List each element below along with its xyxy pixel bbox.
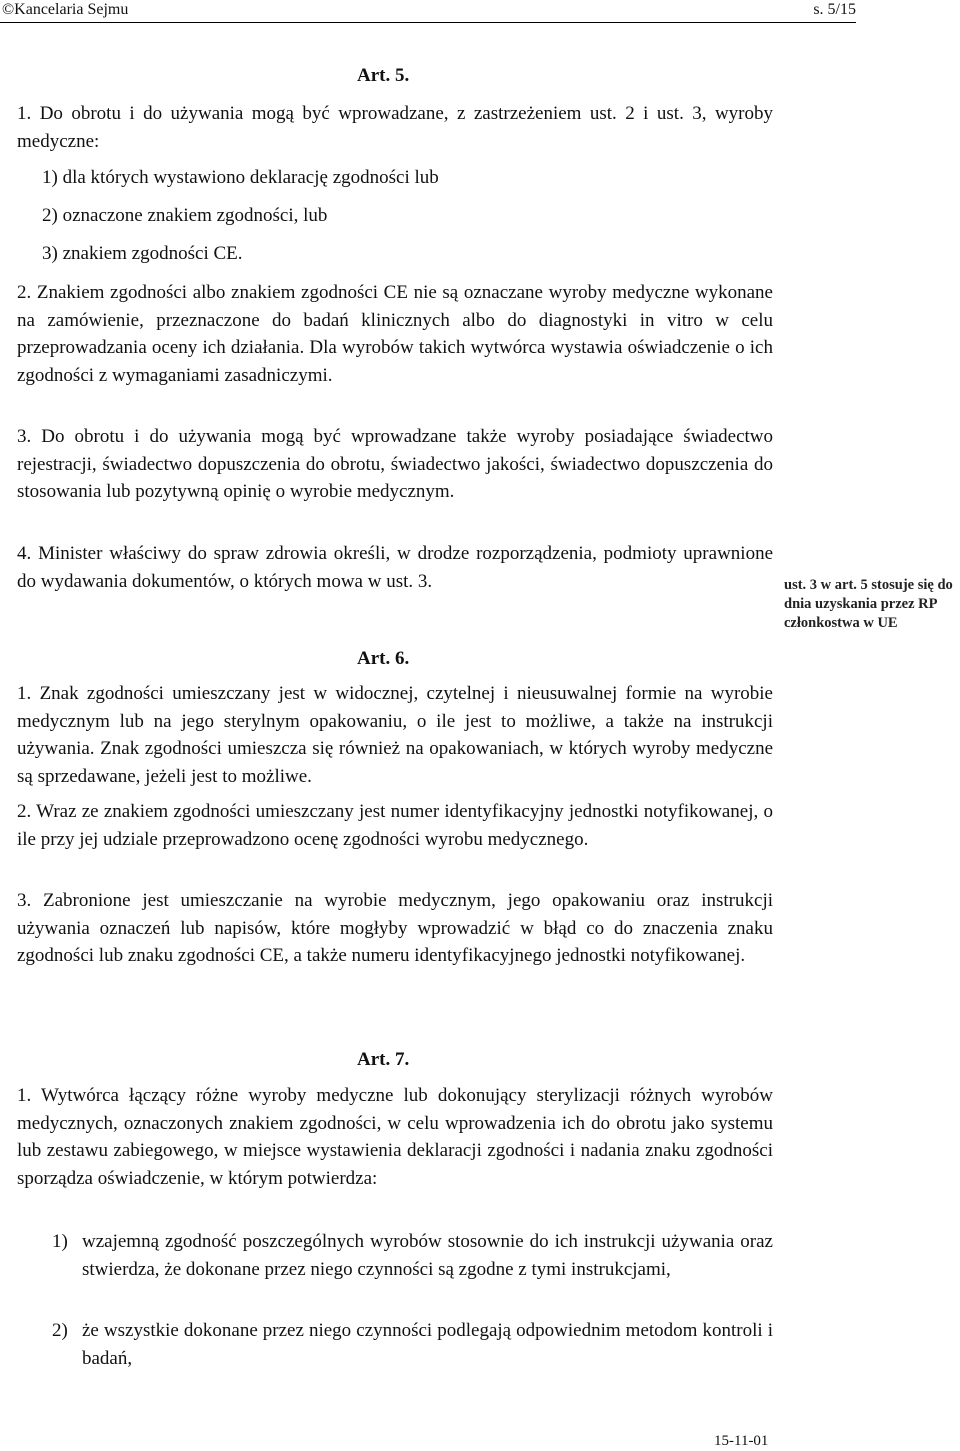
art5-paragraph-2	[17, 279, 773, 389]
header-source: ©Kancelaria Sejmu	[2, 1, 129, 18]
art5-p1-number: 1.	[17, 103, 32, 124]
art5-p3-text: Do obrotu i do używania mogą być wprowadzane także wyroby posiadające świadectwo rejestracji, świadectwo dopuszczenia do obrotu, świadectwo jakości, świadectwo dopuszczenia do stosowania lub pozytywną opinię o wyrobie medycznym.	[17, 426, 773, 503]
art7-l2-number: 2)	[52, 1320, 68, 1341]
art7-l2-text: że wszystkie dokonane przez niego czynności podlegają odpowiednim metodom kontroli i badań,	[82, 1320, 773, 1369]
art7-paragraph-1	[17, 1082, 773, 1192]
footer-date: 15-11-01	[714, 1433, 769, 1449]
art5-paragraph-4	[17, 540, 773, 595]
art7-p1-text: Wytwórca łączący różne wyroby medyczne lub dokonujący sterylizacji różnych wyrobów medycznych, oznaczonych znakiem zgodności, w celu wprowadzenia ich do obrotu jako systemu lub zestawu zabiegowego, w miejsce wystawienia deklaracji zgodności i nadania znaku zgodności sporządza oświadczenie, w którym potwierdza:	[17, 1085, 773, 1189]
art5-item-3: 3) znakiem zgodności CE.	[42, 243, 243, 264]
art5-p3-number: 3.	[17, 426, 32, 447]
art7-list-item-1	[52, 1228, 773, 1283]
art5-paragraph-1	[17, 100, 773, 155]
art6-paragraph-2	[17, 798, 773, 853]
art5-title: Art. 5.	[357, 65, 410, 86]
art6-p1-text: Znak zgodności umieszczany jest w widocznej, czytelnej i nieusuwalnej formie na wyrobie medycznym lub na jego sterylnym opakowaniu, o ile jest to możliwe, a także na instrukcji używania. Znak zgodności umieszcza się również na opakowaniach, w których wyroby medyczne są sprzedawane, jeżeli jest to możliwe.	[17, 683, 773, 787]
art5-p2-text: Znakiem zgodności albo znakiem zgodności CE nie są oznaczane wyroby medyczne wykonane na zamówienie, przeznaczone do badań klinicznych albo do diagnostyki in vitro w celu przeprowadzania oceny ich działania. Dla wyrobów takich wytwórca wystawia oświadczenie o ich zgodności z wymaganiami zasadniczymi.	[17, 282, 773, 386]
art5-item-1: 1) dla których wystawiono deklarację zgodności lub	[42, 167, 439, 188]
art5-p4-text: Minister właściwy do spraw zdrowia określi, w drodze rozporządzenia, podmioty uprawnione do wydawania dokumentów, o których mowa w ust. 3.	[17, 543, 774, 592]
art5-p2-number: 2.	[17, 282, 32, 303]
header-page-number: s. 5/15	[813, 1, 856, 18]
margin-note: ust. 3 w art. 5 stosuje się do dnia uzyskania przez RP członkostwa w UE	[784, 577, 953, 631]
art7-p1-number: 1.	[17, 1085, 32, 1106]
art5-p1-text: Do obrotu i do używania mogą być wprowadzane, z zastrzeżeniem ust. 2 i ust. 3, wyroby medyczne:	[17, 103, 773, 152]
art7-list-item-2	[52, 1317, 773, 1372]
art6-paragraph-1	[17, 680, 773, 790]
header-rule	[0, 22, 856, 23]
art5-paragraph-3	[17, 423, 773, 506]
art6-p1-number: 1.	[17, 683, 32, 704]
art6-p3-text: Zabronione jest umieszczanie na wyrobie medycznym, jego opakowaniu oraz instrukcji używania oznaczeń lub napisów, które mogłyby wprowadzić w błąd co do znaczenia znaku zgodności lub znaku zgodności CE, a także numeru identyfikacyjnego jednostki notyfikowanej.	[17, 890, 773, 967]
art5-item-2: 2) oznaczone znakiem zgodności, lub	[42, 205, 328, 226]
art5-p4-number: 4.	[17, 543, 32, 564]
art6-paragraph-3	[17, 887, 773, 970]
art6-p3-number: 3.	[17, 890, 32, 911]
art6-p2-text: Wraz ze znakiem zgodności umieszczany jest numer identyfikacyjny jednostki notyfikowanej, o ile przy jej udziale przeprowadzono ocenę zgodności wyrobu medycznego.	[17, 801, 773, 850]
art7-l1-text: wzajemną zgodność poszczególnych wyrobów stosownie do ich instrukcji używania oraz stwierdza, że dokonane przez niego czynności są zgodne z tymi instrukcjami,	[82, 1231, 773, 1280]
art7-l1-number: 1)	[52, 1231, 68, 1252]
art7-title: Art. 7.	[357, 1049, 410, 1070]
art6-p2-number: 2.	[17, 801, 32, 822]
art6-title: Art. 6.	[357, 648, 410, 669]
